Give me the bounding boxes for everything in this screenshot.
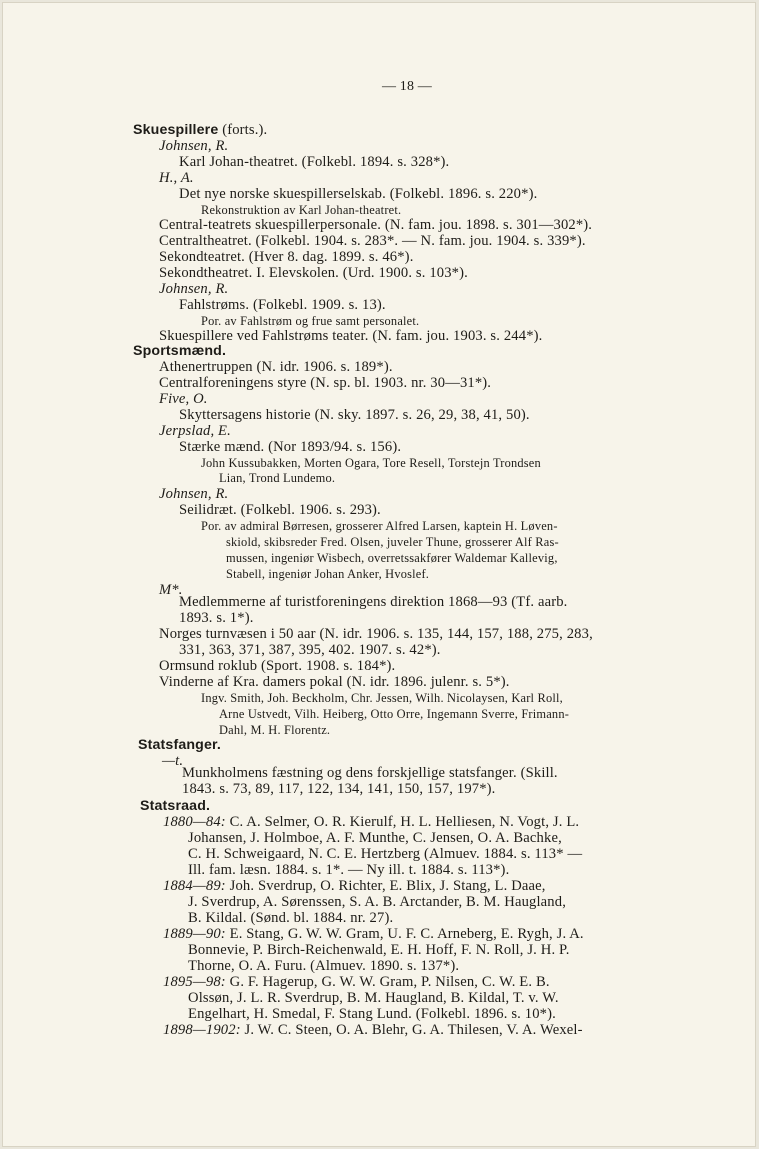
author-line: Jerpslad, E. [159, 423, 231, 439]
note-line: mussen, ingeniør Wisbech, overretssakfører Waldemar Kallevig, [226, 551, 558, 565]
entry-line: Centralforeningens styre (N. sp. bl. 1903. nr. 30—31*). [159, 375, 492, 391]
note-line: Stabell, ingeniør Johan Anker, Hvoslef. [226, 567, 430, 581]
entry-line: Engelhart, H. Smedal, F. Stang Lund. (Folkebl. 1896. s. 10*). [188, 1006, 556, 1022]
entry-line [163, 974, 550, 990]
section-heading: Skuespillere [133, 122, 219, 138]
entry-line: C. H. Schweigaard, N. C. E. Hertzberg (Almuev. 1884. s. 113* — [188, 846, 583, 862]
note-line: Por. av admiral Børresen, grosserer Alfred Larsen, kaptein H. Løven- [201, 519, 558, 533]
entry-line: J. Sverdrup, A. Sørenssen, S. A. B. Arctander, B. M. Haugland, [188, 894, 566, 910]
entry-line: Vinderne af Kra. damers pokal (N. idr. 1896. julenr. s. 5*). [159, 674, 510, 690]
note-line: John Kussubakken, Morten Ogara, Tore Resell, Torstejn Trondsen [201, 456, 541, 470]
entry-line: Skyttersagens historie (N. sky. 1897. s. 26, 29, 38, 41, 50). [179, 407, 530, 423]
section-line [133, 122, 267, 138]
entry-line: Bonnevie, P. Birch-Reichenwald, E. H. Hoff, F. N. Roll, J. H. P. [188, 942, 570, 958]
note-line: skiold, skibsreder Fred. Olsen, juveler Thune, grosserer Alf Ras- [226, 535, 559, 549]
entry-line: Centraltheatret. (Folkebl. 1904. s. 283*. — N. fam. jou. 1904. s. 339*). [159, 233, 586, 249]
author-line: Johnsen, R. [159, 486, 229, 502]
entry-line: Munkholmens fæstning og dens forskjellige statsfanger. (Skill. [182, 765, 558, 781]
note-line: Por. av Fahlstrøm og frue samt personalet. [201, 314, 420, 328]
entry-text: E. Stang, G. W. W. Gram, U. F. C. Arneberg, E. Rygh, J. A. [225, 926, 584, 942]
author-line: M*. [159, 582, 183, 598]
entry-line: Sekondtheatret. I. Elevskolen. (Urd. 1900. s. 103*). [159, 265, 468, 281]
author-line: Five, O. [159, 391, 208, 407]
entry-line: Athenertruppen (N. idr. 1906. s. 189*). [159, 359, 393, 375]
entry-line: 1893. s. 1*). [179, 610, 254, 626]
entry-line [163, 926, 584, 942]
entry-line: 331, 363, 371, 387, 395, 402. 1907. s. 42*). [179, 642, 441, 658]
period-label: 1889—90: [163, 926, 226, 942]
author-line: H., A. [159, 170, 194, 186]
entry-line: B. Kildal. (Sønd. bl. 1884. nr. 27). [188, 910, 394, 926]
entry-line: Ill. fam. læsn. 1884. s. 1*. — Ny ill. t. 1884. s. 113*). [188, 862, 510, 878]
period-label: 1880—84: [163, 814, 226, 830]
entry-line: Stærke mænd. (Nor 1893/94. s. 156). [179, 439, 402, 455]
page-number: — 18 — [382, 79, 432, 94]
entry-line: Seilidræt. (Folkebl. 1906. s. 293). [179, 502, 381, 518]
entry-line: Karl Johan-theatret. (Folkebl. 1894. s. 328*). [179, 154, 450, 170]
entry-line: Thorne, O. A. Furu. (Almuev. 1890. s. 137*). [188, 958, 460, 974]
entry-line [163, 814, 579, 830]
period-label: 1898—1902: [163, 1022, 241, 1038]
entry-line: 1843. s. 73, 89, 117, 122, 134, 141, 150, 157, 197*). [182, 781, 496, 797]
entry-line: Norges turnvæsen i 50 aar (N. idr. 1906. s. 135, 144, 157, 188, 275, 283, [159, 626, 593, 642]
section-heading: Sportsmænd. [133, 343, 227, 359]
entry-text: G. F. Hagerup, G. W. W. Gram, P. Nilsen, C. W. E. B. [225, 974, 550, 990]
entry-line: Skuespillere ved Fahlstrøms teater. (N. fam. jou. 1903. s. 244*). [159, 328, 543, 344]
section-heading: Statsfanger. [138, 737, 222, 753]
section-note: (forts.). [218, 122, 268, 138]
entry-line: Medlemmerne af turistforeningens direktion 1868—93 (Tf. aarb. [179, 594, 568, 610]
note-line: Lian, Trond Lundemo. [219, 471, 336, 485]
note-line: Dahl, M. H. Florentz. [219, 723, 331, 737]
period-label: 1895—98: [163, 974, 226, 990]
entry-line: Central-teatrets skuespillerpersonale. (N. fam. jou. 1898. s. 301—302*). [159, 217, 593, 233]
note-line: Arne Ustvedt, Vilh. Heiberg, Otto Orre, Ingemann Sverre, Frimann- [219, 707, 570, 721]
entry-line: Fahlstrøms. (Folkebl. 1909. s. 13). [179, 297, 386, 313]
author-line: —t. [162, 753, 184, 769]
entry-line: Ormsund roklub (Sport. 1908. s. 184*). [159, 658, 396, 674]
section-heading: Statsraad. [140, 798, 211, 814]
author-line: Johnsen, R. [159, 138, 229, 154]
entry-line: Sekondteatret. (Hver 8. dag. 1899. s. 46*). [159, 249, 414, 265]
entry-line: Det nye norske skuespillerselskab. (Folkebl. 1896. s. 220*). [179, 186, 538, 202]
document-page [2, 2, 756, 1147]
entry-text: J. W. C. Steen, O. A. Blehr, G. A. Thilesen, V. A. Wexel- [240, 1022, 583, 1038]
entry-line: Olssøn, J. L. R. Sverdrup, B. M. Haugland, B. Kildal, T. v. W. [188, 990, 559, 1006]
entry-line [163, 878, 546, 894]
period-label: 1884—89: [163, 878, 226, 894]
note-line: Ingv. Smith, Joh. Beckholm, Chr. Jessen, Wilh. Nicolaysen, Karl Roll, [201, 691, 563, 705]
entry-text: C. A. Selmer, O. R. Kierulf, H. L. Helliesen, N. Vogt, J. L. [225, 814, 580, 830]
entry-line: Johansen, J. Holmboe, A. F. Munthe, C. Jensen, O. A. Bachke, [188, 830, 562, 846]
entry-line [163, 1022, 583, 1038]
note-line: Rekonstruktion av Karl Johan-theatret. [201, 203, 402, 217]
entry-text: Joh. Sverdrup, O. Richter, E. Blix, J. Stang, L. Daae, [225, 878, 546, 894]
author-line: Johnsen, R. [159, 281, 229, 297]
